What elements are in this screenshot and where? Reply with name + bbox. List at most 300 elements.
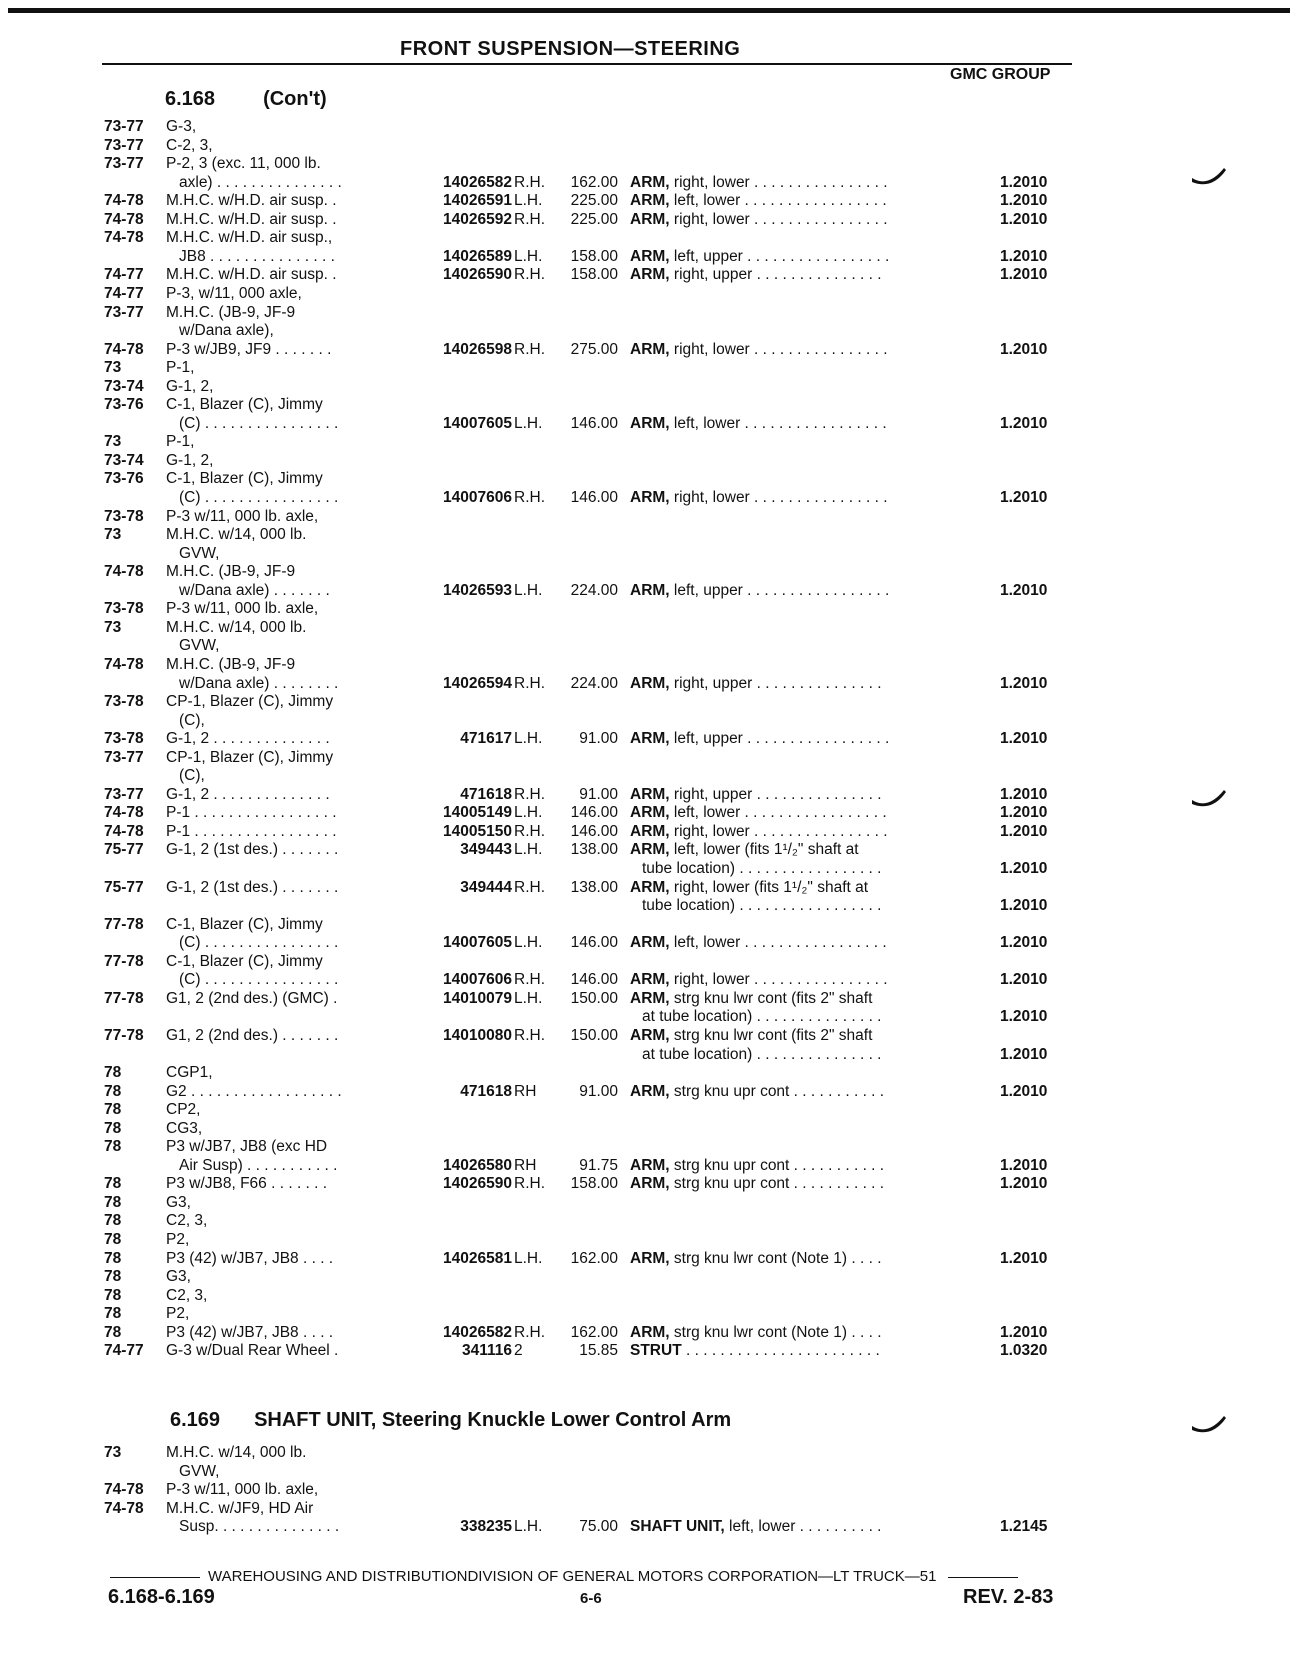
part-number: 471617 — [460, 730, 512, 748]
application: (C), — [179, 711, 205, 729]
group-number: 1.2010 — [1000, 1008, 1048, 1026]
subsection-heading — [170, 1409, 731, 1432]
model-year: 74-77 — [104, 266, 144, 284]
description — [630, 989, 950, 1008]
application: P-1 . . . . . . . . . . . . . . . . . — [166, 804, 337, 822]
list-price: 224.00 — [570, 581, 618, 599]
model-year: 73-76 — [104, 470, 144, 488]
application: GVW, — [179, 637, 220, 655]
model-year: 74-78 — [104, 340, 144, 358]
application: M.H.C. w/14, 000 lb. — [166, 526, 307, 544]
part-number: 14026582 — [443, 1323, 512, 1341]
list-price: 162.00 — [570, 1249, 618, 1267]
side-or-qty: R.H. — [514, 210, 545, 228]
description — [642, 859, 950, 878]
part-number: 14005150 — [443, 822, 512, 840]
application: (C), — [179, 767, 205, 785]
application: G-1, 2, — [166, 451, 214, 469]
description-noun: ARM, — [630, 1175, 670, 1193]
list-price: 15.85 — [579, 1342, 618, 1360]
description-detail: right, lower . . . . . . . . . . . . . . . . — [669, 210, 888, 228]
description-noun: ARM, — [630, 971, 670, 989]
application: Susp. . . . . . . . . . . . . . . — [179, 1518, 340, 1536]
application: G-1, 2 . . . . . . . . . . . . . . — [166, 785, 330, 803]
side-or-qty: R.H. — [514, 822, 545, 840]
model-year: 73 — [104, 526, 122, 544]
model-year: 78 — [104, 1305, 122, 1323]
model-year: 78 — [104, 1175, 122, 1193]
description-detail: left, lower . . . . . . . . . . . . . . . . . — [669, 804, 887, 822]
application: P-3 w/11, 000 lb. axle, — [166, 1481, 319, 1499]
footer-section-range: 6.168-6.169 — [108, 1586, 215, 1608]
description-detail: left, lower . . . . . . . . . . . . . . . . . — [669, 192, 887, 210]
list-price: 91.00 — [579, 785, 618, 803]
application: (C) . . . . . . . . . . . . . . . . — [179, 414, 339, 432]
description-noun: ARM, — [630, 414, 670, 432]
list-price: 146.00 — [570, 804, 618, 822]
model-year: 78 — [104, 1064, 122, 1082]
side-or-qty: R.H. — [514, 1323, 545, 1341]
description — [630, 803, 950, 822]
list-price: 158.00 — [570, 266, 618, 284]
model-year: 77-78 — [104, 915, 144, 933]
group-number: 1.2010 — [1000, 934, 1048, 952]
application: GVW, — [179, 1462, 220, 1480]
group-number: 1.2010 — [1000, 192, 1048, 210]
description-detail: left, upper . . . . . . . . . . . . . . . . . — [669, 247, 890, 265]
model-year: 75-77 — [104, 878, 144, 896]
application: G-1, 2, — [166, 377, 214, 395]
model-year: 77-78 — [104, 989, 144, 1007]
part-number: 14010079 — [443, 989, 512, 1007]
description — [630, 785, 950, 804]
group-number: 1.2010 — [1000, 1249, 1048, 1267]
description-detail: right, lower . . . . . . . . . . . . . . . . — [669, 340, 888, 358]
description-detail: right, lower . . . . . . . . . . . . . . . . — [669, 173, 888, 191]
application: CP-1, Blazer (C), Jimmy — [166, 748, 334, 766]
description-detail: left, lower . . . . . . . . . . . . . . . . . — [669, 934, 887, 952]
application: P-3, w/11, 000 axle, — [166, 284, 302, 302]
model-year: 78 — [104, 1286, 122, 1304]
group-number: 1.2010 — [1000, 1045, 1048, 1063]
model-year: 74-78 — [104, 1481, 144, 1499]
application: G-3, — [166, 118, 197, 135]
model-year: 73 — [104, 433, 122, 451]
binder-hole-mark — [1190, 164, 1228, 190]
part-number: 14026580 — [443, 1156, 512, 1174]
side-or-qty: L.H. — [514, 414, 543, 432]
description-noun: STRUT — [630, 1342, 682, 1360]
side-or-qty: R.H. — [514, 266, 545, 284]
description-detail: strg knu upr cont . . . . . . . . . . . — [669, 1156, 885, 1174]
side-or-qty: R.H. — [514, 1175, 545, 1193]
part-number: 471618 — [460, 785, 512, 803]
description-noun: ARM, — [630, 785, 670, 803]
side-or-qty: R.H. — [514, 173, 545, 191]
application: C2, 3, — [166, 1212, 208, 1230]
application: C-1, Blazer (C), Jimmy — [166, 396, 323, 414]
application: (C) . . . . . . . . . . . . . . . . — [179, 934, 339, 952]
group-number: 1.2145 — [1000, 1518, 1048, 1536]
part-number: 14026590 — [443, 266, 512, 284]
application: G3, — [166, 1193, 191, 1211]
application: G3, — [166, 1268, 191, 1286]
model-year: 74-78 — [104, 210, 144, 228]
description-noun: ARM, — [630, 266, 670, 284]
part-number: 14026590 — [443, 1175, 512, 1193]
group-number: 1.2010 — [1000, 1175, 1048, 1193]
side-or-qty: R.H. — [514, 785, 545, 803]
side-or-qty: L.H. — [514, 989, 543, 1007]
group-number: 1.2010 — [1000, 340, 1048, 358]
group-number: 1.2010 — [1000, 414, 1048, 432]
model-year: 74-78 — [104, 192, 144, 210]
part-number: 341116 — [461, 1342, 512, 1360]
application: C-1, Blazer (C), Jimmy — [166, 915, 323, 933]
model-year: 74-78 — [104, 563, 144, 581]
description-detail: strg knu lwr cont (fits 2" shaft — [669, 989, 873, 1007]
application: CG3, — [166, 1119, 203, 1137]
side-or-qty: L.H. — [514, 730, 543, 748]
side-or-qty: R.H. — [514, 489, 545, 506]
description-detail: strg knu lwr cont (Note 1) . . . . — [669, 1323, 882, 1341]
group-number: 1.0320 — [1000, 1342, 1048, 1360]
part-number: 14026582 — [443, 173, 512, 191]
group-number: 1.2010 — [1000, 860, 1048, 877]
description — [630, 414, 950, 433]
description-detail: tube location) . . . . . . . . . . . . . . . . . — [642, 897, 882, 915]
model-year: 73-77 — [104, 155, 144, 173]
footer-revision: REV. 2-83 — [963, 1586, 1054, 1608]
description — [630, 210, 950, 229]
list-price: 158.00 — [570, 247, 618, 265]
application: GVW, — [179, 544, 220, 562]
model-year: 74-78 — [104, 655, 144, 673]
side-or-qty: L.H. — [514, 247, 543, 265]
description-noun: ARM, — [630, 934, 670, 952]
part-number: 349443 — [460, 841, 512, 859]
model-year: 73-78 — [104, 507, 144, 525]
part-number: 14005149 — [443, 804, 512, 822]
subsection-number: 6.169 — [170, 1409, 221, 1431]
application: CP2, — [166, 1101, 201, 1119]
application: M.H.C. w/H.D. air susp. . — [166, 266, 337, 284]
binder-hole-mark — [1190, 786, 1228, 812]
application: G-3 w/Dual Rear Wheel . — [166, 1342, 339, 1360]
application: (C) . . . . . . . . . . . . . . . . — [179, 489, 339, 506]
description-noun: ARM, — [630, 878, 670, 896]
application: axle) . . . . . . . . . . . . . . . — [179, 173, 342, 191]
list-price: 225.00 — [570, 210, 618, 228]
application: C-1, Blazer (C), Jimmy — [166, 470, 323, 488]
side-or-qty: R.H. — [514, 878, 545, 896]
list-price: 138.00 — [570, 841, 618, 859]
description-detail: right, lower (fits 1¹/₂" shaft at — [669, 878, 869, 896]
description — [630, 1082, 950, 1101]
application: G-1, 2 (1st des.) . . . . . . . — [166, 878, 339, 896]
model-year: 78 — [104, 1323, 122, 1341]
application: G-1, 2 (1st des.) . . . . . . . — [166, 841, 339, 859]
footer-underline — [110, 1577, 200, 1578]
model-year: 77-78 — [104, 952, 144, 970]
group-number: 1.2010 — [1000, 897, 1048, 915]
part-number: 14026589 — [443, 247, 512, 265]
footer-underline-right — [948, 1577, 1018, 1578]
part-number: 14026591 — [443, 192, 512, 210]
description — [630, 970, 950, 989]
application: (C) . . . . . . . . . . . . . . . . — [179, 971, 339, 989]
description-noun: ARM, — [630, 822, 670, 840]
description-detail: at tube location) . . . . . . . . . . . . . . . — [642, 1008, 882, 1026]
model-year: 73-77 — [104, 303, 144, 321]
description-noun: SHAFT UNIT, — [630, 1518, 725, 1536]
side-or-qty: 2 — [514, 1342, 523, 1360]
group-number: 1.2010 — [1000, 173, 1048, 191]
model-year: 73-78 — [104, 693, 144, 711]
footer-division-line — [110, 1568, 1070, 1585]
application: G-1, 2 . . . . . . . . . . . . . . — [166, 730, 330, 748]
model-year: 78 — [104, 1268, 122, 1286]
description-detail: left, upper . . . . . . . . . . . . . . . . . — [669, 730, 890, 748]
application: M.H.C. w/JF9, HD Air — [166, 1499, 314, 1517]
list-price: 75.00 — [579, 1518, 618, 1536]
model-year: 73 — [104, 359, 122, 377]
description-detail: right, lower . . . . . . . . . . . . . . . . — [669, 971, 888, 989]
model-year: 73-77 — [104, 118, 144, 135]
side-or-qty: L.H. — [514, 1249, 543, 1267]
description — [630, 1341, 950, 1360]
model-year: 75-77 — [104, 841, 144, 859]
group-number: 1.2010 — [1000, 674, 1048, 692]
description — [630, 1249, 950, 1268]
application: M.H.C. w/H.D. air susp. . — [166, 210, 337, 228]
model-year: 73-78 — [104, 600, 144, 618]
group-number: 1.2010 — [1000, 1156, 1048, 1174]
description-noun: ARM, — [630, 989, 670, 1007]
list-price: 150.00 — [570, 989, 618, 1007]
application: M.H.C. w/14, 000 lb. — [166, 618, 307, 636]
side-or-qty: L.H. — [514, 841, 543, 859]
description — [642, 896, 950, 915]
model-year: 78 — [104, 1249, 122, 1267]
description — [630, 1026, 950, 1045]
description — [630, 840, 950, 859]
description-detail: left, upper . . . . . . . . . . . . . . . . . — [669, 581, 890, 599]
application: w/Dana axle) . . . . . . . . — [179, 674, 339, 692]
list-price: 138.00 — [570, 878, 618, 896]
part-number: 14007606 — [443, 971, 512, 989]
application: C-2, 3, — [166, 136, 213, 154]
application: P-2, 3 (exc. 11, 000 lb. — [166, 155, 321, 173]
model-year: 73-74 — [104, 377, 144, 395]
group-number: 1.2010 — [1000, 785, 1048, 803]
description — [630, 191, 950, 210]
model-year: 78 — [104, 1101, 122, 1119]
side-or-qty: L.H. — [514, 804, 543, 822]
description-noun: ARM, — [630, 1156, 670, 1174]
description — [630, 1156, 950, 1175]
application: JB8 . . . . . . . . . . . . . . . — [179, 247, 335, 265]
model-year: 74-78 — [104, 804, 144, 822]
application: P-3 w/11, 000 lb. axle, — [166, 507, 319, 525]
description — [630, 1174, 950, 1193]
description-noun: ARM, — [630, 581, 670, 599]
part-number: 338235 — [460, 1518, 512, 1536]
model-year: 78 — [104, 1212, 122, 1230]
group-label: GMC GROUP — [950, 66, 1051, 83]
application: P-1, — [166, 359, 195, 377]
model-year: 78 — [104, 1193, 122, 1211]
description — [630, 933, 950, 952]
side-or-qty: R.H. — [514, 340, 545, 358]
description-detail: strg knu upr cont . . . . . . . . . . . — [669, 1082, 885, 1100]
description — [630, 1517, 950, 1536]
list-price: 224.00 — [570, 674, 618, 692]
list-price: 91.75 — [579, 1156, 618, 1174]
side-or-qty: L.H. — [514, 192, 543, 210]
application: CGP1, — [166, 1064, 213, 1082]
model-year: 78 — [104, 1082, 122, 1100]
subsection-title: SHAFT UNIT, Steering Knuckle Lower Control Arm — [254, 1409, 732, 1431]
group-number: 1.2010 — [1000, 822, 1048, 840]
application: P-1, — [166, 433, 195, 451]
model-year: 78 — [104, 1119, 122, 1137]
model-year: 74-78 — [104, 1499, 144, 1517]
list-price: 146.00 — [570, 971, 618, 989]
part-number: 14026593 — [443, 581, 512, 599]
application: Air Susp) . . . . . . . . . . . — [179, 1156, 338, 1174]
description-noun: ARM, — [630, 1082, 670, 1100]
model-year: 77-78 — [104, 1026, 144, 1044]
model-year: 73-77 — [104, 748, 144, 766]
side-or-qty: L.H. — [514, 581, 543, 599]
group-number: 1.2010 — [1000, 730, 1048, 748]
list-price: 225.00 — [570, 192, 618, 210]
description-noun: ARM, — [630, 192, 670, 210]
application: P-1 . . . . . . . . . . . . . . . . . — [166, 822, 337, 840]
application: C2, 3, — [166, 1286, 208, 1304]
application: M.H.C. (JB-9, JF-9 — [166, 655, 296, 673]
application: P3 w/JB8, F66 . . . . . . . — [166, 1175, 328, 1193]
description-noun: ARM, — [630, 1249, 670, 1267]
list-price: 275.00 — [570, 340, 618, 358]
description-detail: strg knu upr cont . . . . . . . . . . . — [669, 1175, 885, 1193]
model-year: 78 — [104, 1231, 122, 1248]
application: P-3 w/11, 000 lb. axle, — [166, 600, 319, 618]
group-number: 1.2010 — [1000, 971, 1048, 989]
section-continued: (Con't) — [263, 88, 327, 110]
model-year: 73-77 — [104, 785, 144, 803]
group-number: 1.2010 — [1000, 489, 1048, 506]
model-year: 74-77 — [104, 284, 144, 302]
model-year: 78 — [104, 1138, 122, 1156]
description-noun: ARM, — [630, 340, 670, 358]
description — [630, 340, 950, 359]
application: M.H.C. (JB-9, JF-9 — [166, 303, 296, 321]
model-year: 74-78 — [104, 229, 144, 247]
description — [630, 729, 950, 748]
description — [630, 674, 950, 693]
list-price: 146.00 — [570, 822, 618, 840]
application: P3 w/JB7, JB8 (exc HD — [166, 1138, 328, 1156]
description-noun: ARM, — [630, 730, 670, 748]
list-price: 91.00 — [579, 1082, 618, 1100]
description-detail: right, upper . . . . . . . . . . . . . . . — [669, 674, 882, 692]
part-number: 14026581 — [443, 1249, 512, 1267]
group-number: 1.2010 — [1000, 1082, 1048, 1100]
part-number: 14026592 — [443, 210, 512, 228]
description — [630, 822, 950, 841]
model-year: 73-74 — [104, 451, 144, 469]
group-number: 1.2010 — [1000, 247, 1048, 265]
model-year: 73 — [104, 1444, 122, 1461]
part-number: 14007606 — [443, 489, 512, 506]
part-number: 14007605 — [443, 934, 512, 952]
side-or-qty: R.H. — [514, 674, 545, 692]
model-year: 73-78 — [104, 730, 144, 748]
description — [642, 1007, 950, 1026]
description-noun: ARM, — [630, 804, 670, 822]
side-or-qty: L.H. — [514, 934, 543, 952]
section-number: 6.168 — [165, 88, 216, 110]
model-year: 73 — [104, 618, 122, 636]
group-number: 1.2010 — [1000, 266, 1048, 284]
model-year: 73-77 — [104, 136, 144, 154]
application: M.H.C. w/14, 000 lb. — [166, 1444, 307, 1461]
application: P2, — [166, 1305, 190, 1323]
side-or-qty: R.H. — [514, 1026, 545, 1044]
description — [630, 265, 950, 284]
list-price: 162.00 — [570, 173, 618, 191]
description-detail: right, lower . . . . . . . . . . . . . . . . — [669, 822, 888, 840]
part-number: 14007605 — [443, 414, 512, 432]
description-detail: right, upper . . . . . . . . . . . . . . . — [669, 266, 882, 284]
binder-hole-mark — [1190, 1412, 1228, 1438]
description-detail: left, lower . . . . . . . . . . — [724, 1518, 882, 1536]
list-price: 91.00 — [579, 730, 618, 748]
list-price: 162.00 — [570, 1323, 618, 1341]
description — [630, 488, 950, 507]
description-noun: ARM, — [630, 1026, 670, 1044]
application: M.H.C. (JB-9, JF-9 — [166, 563, 296, 581]
description-detail: strg knu lwr cont (Note 1) . . . . — [669, 1249, 882, 1267]
description — [642, 1045, 950, 1064]
description — [630, 878, 950, 897]
group-number: 1.2010 — [1000, 581, 1048, 599]
description-noun: ARM, — [630, 1323, 670, 1341]
page-title: FRONT SUSPENSION—STEERING — [400, 38, 741, 60]
description-noun: ARM, — [630, 210, 670, 228]
description — [630, 173, 950, 192]
list-price: 146.00 — [570, 414, 618, 432]
application: CP-1, Blazer (C), Jimmy — [166, 693, 334, 711]
part-number: 349444 — [460, 878, 512, 896]
list-price: 146.00 — [570, 934, 618, 952]
description-noun: ARM, — [630, 173, 670, 191]
group-number: 1.2010 — [1000, 804, 1048, 822]
application: G2 . . . . . . . . . . . . . . . . . . — [166, 1082, 342, 1100]
description-detail: right, upper . . . . . . . . . . . . . . . — [669, 785, 882, 803]
application: P-3 w/JB9, JF9 . . . . . . . — [166, 340, 332, 358]
application: G1, 2 (2nd des.) . . . . . . . — [166, 1026, 339, 1044]
description-detail: left, lower (fits 1¹/₂" shaft at — [669, 841, 859, 859]
side-or-qty: RH — [514, 1156, 537, 1174]
part-number: 14010080 — [443, 1026, 512, 1044]
list-price: 158.00 — [570, 1175, 618, 1193]
description — [630, 1323, 950, 1342]
description-detail: right, lower . . . . . . . . . . . . . . . . — [669, 489, 888, 506]
description-noun: ARM, — [630, 674, 670, 692]
